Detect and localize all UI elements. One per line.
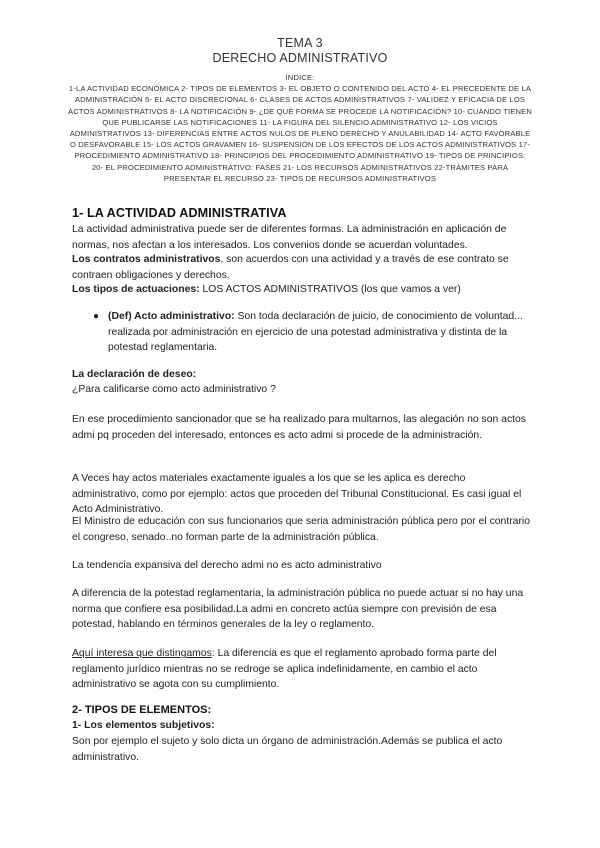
- document-title: TEMA 3: [277, 36, 323, 50]
- section-2-heading: 2- TIPOS DE ELEMENTOS:: [72, 704, 212, 716]
- distingamos-underlined: Aquí interesa que distingamos: [72, 648, 212, 659]
- section-1-paragraph-8: A diferencia de la potestad reglamentaria, la administración pública no puede actuar si no hay una norma que confiere esa posibilidad.La admi en concreto actúa siempre con previsión de esa potestad, hablando en términos generales de la ley o reglamento.: [72, 588, 524, 631]
- section-1-heading: 1- LA ACTIVIDAD ADMINISTRATIVA: [72, 206, 287, 220]
- declaracion-question: ¿Para calificarse como acto administrativo ?: [72, 384, 276, 395]
- contratos-text: , son acuerdos con una actividad y a través de ese contrato se contraen obligaciones y derechos.: [72, 254, 509, 281]
- section-1-paragraph-7: La tendencia expansiva del derecho admi no es acto administrativo: [72, 560, 382, 571]
- index-title: ÍNDICE:: [285, 73, 315, 82]
- section-1-paragraph-2: [72, 252, 532, 283]
- index-text: 1-LA ACTIVIDAD ECONÓMICA 2- TIPOS DE ELEMENTOS 3- EL OBJETO O CONTENIDO DEL ACTO 4- EL PRECEDENTE DE LA ADMINISTRACIÓN 5- EL ACTO DISCRECIONAL 6- CLASES DE ACTOS ADMINISTRATIVOS 7- VALIDEZ Y EFICACIA DE LOS ACTOS ADMINISTRATIVOS 8- LA NOTIFICACIÓN 9- ¿DE QUÉ FORMA SE PROCEDE LA NOTIFICACIÓN? 10- CUANDO TIENEN QUE PUBLICARSE LAS NOTIFICACIONES 11- LA FIGURA DEL SILENCIO ADMINISTRATIVO 12- LOS VICIOS ADMINISTRATIVOS 13- DIFERENCIAS ENTRE ACTOS NULOS DE PLENO DERECHO Y ANULABILIDAD 14- ACTO FAVORABLE O DESFAVORABLE 15- LOS ACTOS GRAVAMEN 16- SUSPENSIÓN DE LOS EFECTOS DE LOS ACTOS ADMINISTRATIVOS 17- PROCEDIMIENTO ADMINISTRATIVO 18- PRINCIPIOS DEL PROCEDIMIENTO ADMINISTRATIVO 19- TIPOS DE PRINCIPIOS: 20- EL PROCEDIMIENTO ADMINISTRATIVO: FASES 21- LOS RECURSOS ADMINISTRATIVOS 22-TRÁMITES PARA PRESENTAR EL RECURSO 23- TIPOS DE RECURSOS ADMINISTRATIVOS: [68, 84, 532, 183]
- document-subtitle: DERECHO ADMINISTRATIVO: [212, 51, 388, 65]
- table-of-contents: [68, 72, 532, 184]
- section-2-paragraph-1: Son por ejemplo el sujeto y solo dicta un órgano de administración.Además se publica el acto administrativo.: [72, 736, 503, 763]
- section-1-paragraph-9: [72, 646, 532, 693]
- bullet-dot-icon: ●: [93, 311, 100, 322]
- actuaciones-bold-term: Los tipos de actuaciones:: [72, 284, 200, 295]
- definition-bold-term: (Def) Acto administrativo:: [108, 311, 235, 322]
- actuaciones-text: LOS ACTOS ADMINISTRATIVOS (los que vamos a ver): [199, 284, 461, 295]
- section-1-paragraph-3: [72, 282, 532, 298]
- declaracion-heading: La declaración de deseo:: [72, 369, 197, 380]
- section-1-paragraph-5: A Veces hay actos materiales exactamente iguales a los que se les aplica es derecho administrativo, como por ejemplo: actos que proceden del Tribunal Constitucional. Es casi igual el Acto Administrativo.: [72, 473, 522, 516]
- distingamos-text: : La diferencia es que el reglamento aprobado forma parte del reglamento jurídico mientras no se redroge se aplica indefinidamente, en cambio el acto administrativo se agota con su cumplimiento.: [72, 648, 497, 691]
- definition-text: Son toda declaración de juicio, de conocimiento de voluntad... realizada por administración en ejercicio de una potestad administrativa y distinta de la potestad reglamentaria.: [108, 311, 523, 354]
- section-2-subheading: 1- Los elementos subjetivos:: [72, 720, 215, 731]
- title-block: [0, 36, 600, 66]
- section-1-paragraph-4: En ese procedimiento sancionador que se ha realizado para multarnos, las alegación no son actos admi pq proceden del interesado, entonces es acto admi si procede de la administración.: [72, 414, 527, 441]
- definition-bullet: [108, 309, 532, 356]
- section-1-paragraph-6: El Ministro de educación con sus funcionarios que seria administración pública pero por el contrario el congreso, senado..no forman parte de la administración pública.: [72, 516, 531, 543]
- section-1-paragraph-1: La actividad administrativa puede ser de diferentes formas. La administración en aplicación de normas, nos afectan a los interesados. Los convenios donde se acuerdan voluntades.: [72, 224, 507, 251]
- contratos-bold-term: Los contratos administrativos: [72, 254, 221, 265]
